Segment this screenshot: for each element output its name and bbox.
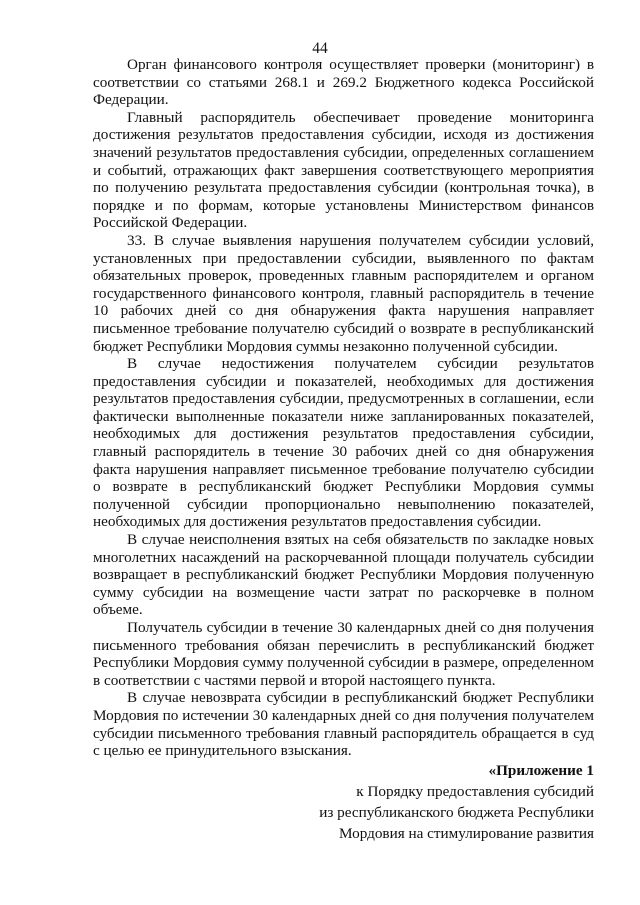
appendix-line-2: из республиканского бюджета Республики: [319, 804, 594, 821]
paragraph-court-recovery: В случае невозврата субсидии в республиканский бюджет Республики Мордовия по истечении 30 календарных дней со дня получения получателем субсидии письменного требования главный распорядитель обращается в суд с целью ее принудительного взыскания.: [93, 689, 594, 760]
page-number: 44: [312, 40, 328, 57]
appendix-title: «Приложение 1: [488, 762, 594, 779]
paragraph-monitoring: Главный распорядитель обеспечивает проведение мониторинга достижения результатов предоставления субсидии, исходя из достижения значений результатов предоставления субсидии, определенных соглашением и событий, отражающих факт завершения соответствующего мероприятия по получению результата предоставления субсидии (контрольная точка), в порядке и по формам, которые установлены Министерством финансов Российской Федерации.: [93, 108, 594, 232]
document-body: [93, 56, 594, 760]
paragraph-non-achievement: В случае недостижения получателем субсидии результатов предоставления субсидии и показателей, необходимых для достижения результатов предоставления субсидии, предусмотренных в соглашении, если фактически выполненные показатели ниже запланированных показателей, необходимых для достижения результатов предоставления субсидии, главный распорядитель в течение 30 рабочих дней со дня обнаружения факта нарушения направляет письменное требование получателю субсидии о возврате в республиканский бюджет Республики Мордовия суммы полученной субсидии пропорционально невыполнению показателей, необходимых для достижения результатов предоставления субсидии.: [93, 355, 594, 531]
paragraph-refund-deadline: Получатель субсидии в течение 30 календарных дней со дня получения письменного требования обязан перечислить в республиканский бюджет Республики Мордовия сумму полученной субсидии в размере, определенном в соответствии с частями первой и второй настоящего пункта.: [93, 619, 594, 689]
paragraph-non-fulfillment: В случае неисполнения взятых на себя обязательств по закладке новых многолетних насаждений на раскорчеванной площади получатель субсидии возвращает в республиканский бюджет Республики Мордовия полученную сумму субсидии на возмещение части затрат по раскорчевке в полном объеме.: [93, 531, 594, 619]
appendix-heading: [319, 760, 594, 844]
appendix-line-1: к Порядку предоставления субсидий: [356, 783, 594, 800]
paragraph-control-body: Орган финансового контроля осуществляет проверки (мониторинг) в соответствии со статьями 268.1 и 269.2 Бюджетного кодекса Российской Федерации.: [93, 56, 594, 109]
appendix-line-3: Мордовия на стимулирование развития: [338, 825, 594, 842]
paragraph-clause-33: 33. В случае выявления нарушения получателем субсидии условий, установленных при предоставлении субсидии, выявленного по фактам обязательных проверок, проведенных главным распорядителем и органом государственного финансового контроля, главный распорядитель в течение 10 рабочих дней со дня обнаружения факта нарушения направляет письменное требование получателю субсидий о возврате в республиканский бюджет Республики Мордовия суммы незаконно полученной субсидии.: [93, 231, 594, 355]
